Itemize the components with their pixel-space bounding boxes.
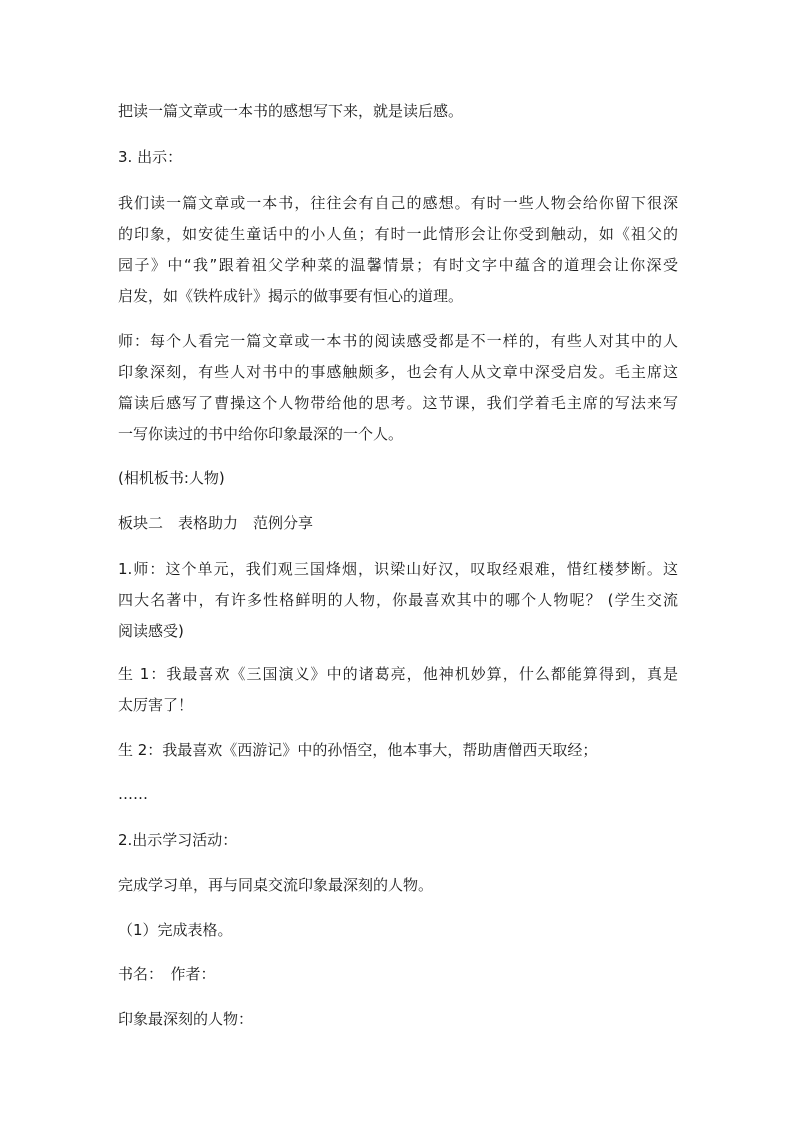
text-line: 四大名著中，有许多性格鲜明的人物，你最喜欢其中的哪个人物呢？ (学生交流 bbox=[118, 591, 678, 609]
text-line: 印象最深刻的人物： bbox=[118, 1010, 254, 1028]
paragraph-board-note bbox=[118, 463, 678, 494]
text-line: 篇读后感写了曹操这个人物带给他的思考。这节课，我们学着毛主席的写法来写 bbox=[118, 394, 678, 412]
text-line: 园子》中“我”跟着祖父学种菜的温馨情景；有时文字中蕴含的道理会让你深受 bbox=[118, 256, 678, 274]
text-line: （1）完成表格。 bbox=[118, 921, 233, 939]
paragraph-activity-instruction bbox=[118, 870, 678, 901]
paragraph-activity-heading bbox=[118, 825, 678, 856]
paragraph-step-3-heading bbox=[118, 142, 678, 173]
paragraph-section-2-heading bbox=[118, 508, 678, 539]
paragraph-impressive-character bbox=[118, 1004, 678, 1035]
text-line: …… bbox=[118, 785, 148, 803]
text-line: 太厉害了！ bbox=[118, 696, 194, 714]
paragraph-student-1 bbox=[118, 659, 678, 721]
text-line: 把读一篇文章或一本书的感想写下来，就是读后感。 bbox=[118, 102, 464, 120]
text-line: 板块二 表格助力 范例分享 bbox=[118, 514, 314, 532]
text-line: 一写你读过的书中给你印象最深的一个人。 bbox=[118, 425, 404, 443]
paragraph-ellipsis bbox=[118, 779, 678, 810]
text-line: 我们读一篇文章或一本书，往往会有自己的感想。有时一些人物会给你留下很深 bbox=[118, 194, 678, 212]
paragraph-complete-table bbox=[118, 915, 678, 946]
text-line: 印象深刻，有些人对书中的事感触颇多，也会有人从文章中深受启发。毛主席这 bbox=[118, 363, 678, 381]
text-line: 3. 出示： bbox=[118, 148, 183, 166]
paragraph-student-2 bbox=[118, 735, 678, 766]
text-line: 阅读感受) bbox=[118, 622, 184, 640]
paragraph-shown-text bbox=[118, 188, 678, 312]
paragraph-book-author bbox=[118, 959, 678, 990]
text-line: 完成学习单，再与同桌交流印象最深刻的人物。 bbox=[118, 876, 434, 894]
text-line: 师：每个人看完一篇文章或一本书的阅读感受都是不一样的，有些人对其中的人 bbox=[118, 332, 678, 350]
text-line: 生 2：我最喜欢《西游记》中的孙悟空，他本事大，帮助唐僧西天取经； bbox=[118, 741, 598, 759]
paragraph-definition bbox=[118, 96, 678, 127]
text-line: 书名： 作者： bbox=[118, 965, 216, 983]
text-line: 启发，如《铁杵成针》揭示的做事要有恒心的道理。 bbox=[118, 287, 464, 305]
paragraph-teacher-question bbox=[118, 554, 678, 647]
text-line: (相机板书:人物) bbox=[118, 469, 225, 487]
text-line: 生 1：我最喜欢《三国演义》中的诸葛亮，他神机妙算，什么都能算得到，真是 bbox=[118, 665, 678, 683]
paragraph-teacher-intro bbox=[118, 326, 678, 450]
text-line: 的印象，如安徒生童话中的小人鱼；有时一此情形会让你受到触动，如《祖父的 bbox=[118, 225, 678, 243]
text-line: 2.出示学习活动： bbox=[118, 831, 238, 849]
text-line: 1.师：这个单元，我们观三国烽烟，识梁山好汉，叹取经艰难，惜红楼梦断。这 bbox=[118, 560, 678, 578]
